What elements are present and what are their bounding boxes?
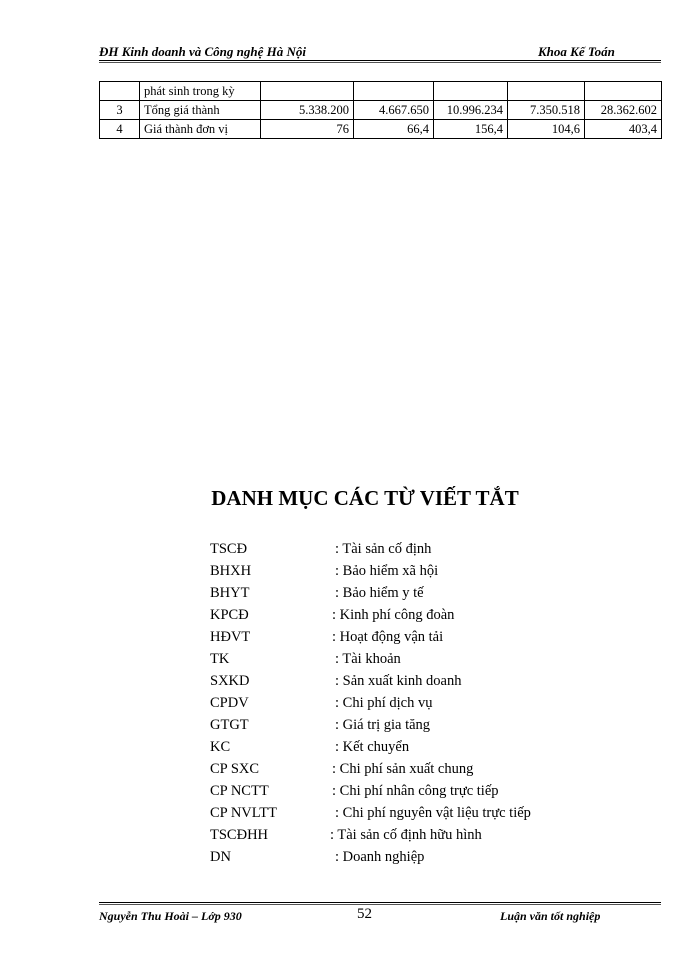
row-value: 156,4 bbox=[434, 120, 508, 139]
page-number: 52 bbox=[357, 906, 372, 922]
row-value bbox=[434, 82, 508, 101]
row-label: Tổng giá thành bbox=[140, 101, 261, 120]
header-faculty: Khoa Kế Toán bbox=[538, 44, 615, 59]
abbreviation-key: KPCĐ bbox=[210, 607, 249, 623]
abbreviation-meaning: : Giá trị gia tăng bbox=[335, 717, 431, 733]
abbreviation-key: HĐVT bbox=[210, 629, 251, 645]
abbreviation-meaning: : Chi phí sản xuất chung bbox=[332, 761, 474, 777]
abbreviation-item bbox=[210, 540, 630, 562]
abbreviation-item bbox=[210, 672, 630, 694]
abbreviation-meaning: : Kết chuyển bbox=[335, 739, 410, 755]
abbreviation-meaning: : Chi phí nguyên vật liệu trực tiếp bbox=[335, 805, 531, 821]
abbreviation-meaning: : Hoạt động vận tải bbox=[332, 629, 444, 645]
row-value bbox=[354, 82, 434, 101]
abbreviation-key: CP SXC bbox=[210, 761, 260, 777]
row-value: 403,4 bbox=[585, 120, 662, 139]
row-label: Giá thành đơn vị bbox=[140, 120, 261, 139]
row-value bbox=[261, 82, 354, 101]
abbreviation-meaning: : Chi phí dịch vụ bbox=[335, 695, 433, 711]
abbreviation-meaning: : Kinh phí công đoàn bbox=[332, 607, 455, 623]
abbreviation-item bbox=[210, 738, 630, 760]
row-value: 104,6 bbox=[508, 120, 585, 139]
row-value: 66,4 bbox=[354, 120, 434, 139]
abbreviation-item bbox=[210, 716, 630, 738]
header-divider bbox=[99, 60, 661, 61]
abbreviation-key: SXKD bbox=[210, 673, 250, 689]
abbreviation-key: TSCĐ bbox=[210, 541, 248, 557]
abbreviation-meaning: : Sản xuất kinh doanh bbox=[335, 673, 462, 689]
abbreviation-meaning: : Tài sản cố định hữu hình bbox=[330, 827, 482, 843]
row-value bbox=[585, 82, 662, 101]
abbreviation-meaning: : Tài khoản bbox=[335, 651, 401, 667]
abbreviation-key: CP NCTT bbox=[210, 783, 269, 799]
abbreviation-key: GTGT bbox=[210, 717, 249, 733]
footer-author: Nguyễn Thu Hoài – Lớp 930 bbox=[99, 909, 242, 923]
abbreviation-key: TSCĐHH bbox=[210, 827, 269, 843]
abbreviation-key: TK bbox=[210, 651, 230, 667]
row-value: 7.350.518 bbox=[508, 101, 585, 120]
row-value bbox=[508, 82, 585, 101]
abbreviation-meaning: : Chi phí nhân công trực tiếp bbox=[332, 783, 499, 799]
footer-divider bbox=[99, 902, 661, 903]
abbreviation-item bbox=[210, 694, 630, 716]
abbreviation-key: BHXH bbox=[210, 563, 252, 579]
abbreviation-key: CP NVLTT bbox=[210, 805, 278, 821]
row-value: 28.362.602 bbox=[585, 101, 662, 120]
abbreviation-item bbox=[210, 584, 630, 606]
abbreviation-key: CPDV bbox=[210, 695, 249, 711]
abbreviation-item bbox=[210, 826, 630, 848]
row-value: 76 bbox=[261, 120, 354, 139]
row-value: 5.338.200 bbox=[261, 101, 354, 120]
row-label: phát sinh trong kỳ bbox=[140, 82, 261, 101]
abbreviation-meaning: : Doanh nghiệp bbox=[335, 849, 425, 865]
abbreviation-meaning: : Tài sản cố định bbox=[335, 541, 432, 557]
abbreviation-item bbox=[210, 804, 630, 826]
abbreviation-key: DN bbox=[210, 849, 231, 865]
footer-thesis: Luận văn tốt nghiệp bbox=[500, 909, 601, 923]
abbreviation-item bbox=[210, 760, 630, 782]
row-value: 4.667.650 bbox=[354, 101, 434, 120]
table-row bbox=[100, 120, 662, 139]
cost-table bbox=[99, 81, 662, 139]
row-number bbox=[100, 82, 140, 101]
table-row bbox=[100, 82, 662, 101]
abbreviation-meaning: : Bảo hiểm y tế bbox=[335, 585, 424, 601]
abbreviation-item bbox=[210, 628, 630, 650]
header-school: ĐH Kinh doanh và Công nghệ Hà Nội bbox=[99, 44, 306, 59]
row-number: 4 bbox=[100, 120, 140, 139]
abbreviation-key: BHYT bbox=[210, 585, 250, 601]
table-row bbox=[100, 101, 662, 120]
abbreviation-key: KC bbox=[210, 739, 231, 755]
abbreviation-item bbox=[210, 848, 630, 870]
abbreviation-item bbox=[210, 562, 630, 584]
abbreviation-meaning: : Bảo hiểm xã hội bbox=[335, 563, 439, 579]
abbreviations-title: DANH MỤC CÁC TỪ VIẾT TẮT bbox=[211, 486, 519, 510]
abbreviation-item bbox=[210, 650, 630, 672]
abbreviation-item bbox=[210, 606, 630, 628]
abbreviation-item bbox=[210, 782, 630, 804]
row-number: 3 bbox=[100, 101, 140, 120]
row-value: 10.996.234 bbox=[434, 101, 508, 120]
